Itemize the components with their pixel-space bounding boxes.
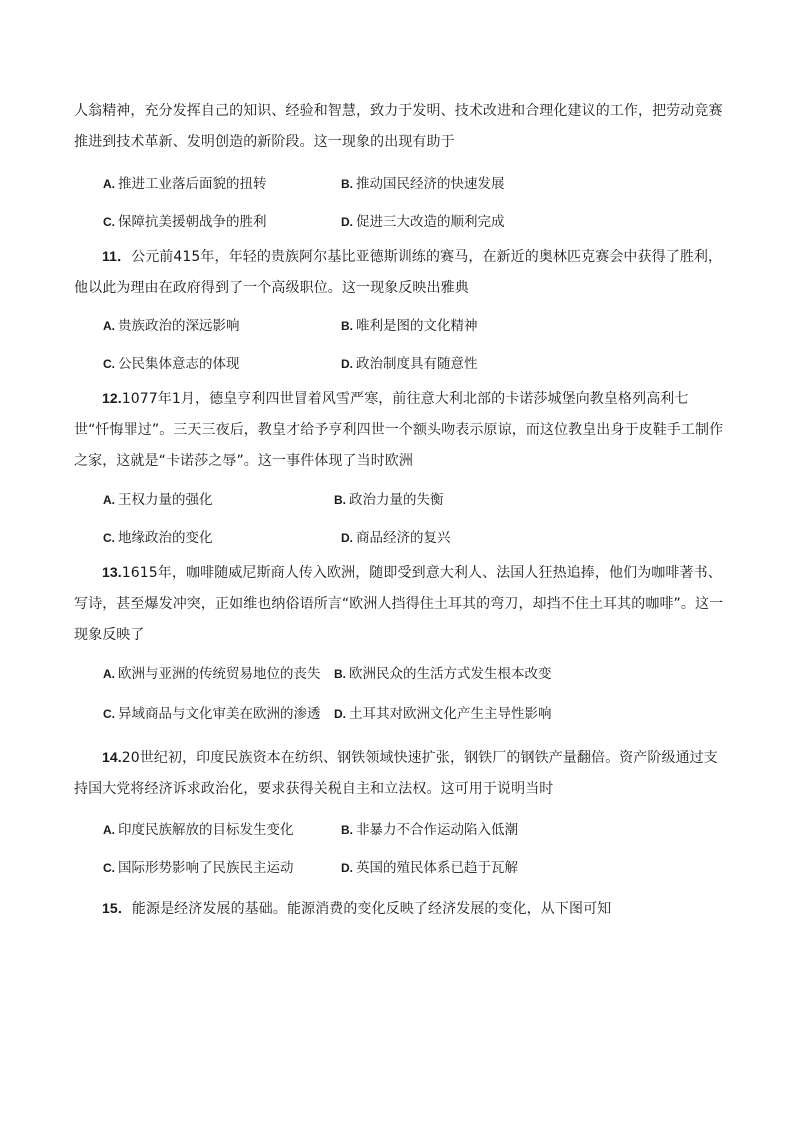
q13-option-d[interactable]: D. 土耳其对欧洲文化产生主导性影响	[334, 706, 552, 722]
q13-option-c[interactable]: C. 异域商品与文化审美在欧洲的渗透	[103, 706, 321, 722]
q10-option-d[interactable]: D. 促进三大改造的顺利完成	[341, 214, 505, 230]
q13-option-a[interactable]: A. 欧洲与亚洲的传统贸易地位的丧失	[103, 666, 321, 682]
q12-stem: 12.1077年1月，德皇亨利四世冒着风雪严寒，前往意大利北部的卡诺莎城堡向教皇格列高利七世“忏悔罪过”。三天三夜后，教皇才给予亨利四世一个额头吻表示原谅，而这位教皇出身于皮鞋手工制作之家，这就是“卡诺莎之辱”。这一事件体现了当时欧洲	[74, 390, 724, 469]
q13-option-b[interactable]: B. 欧洲民众的生活方式发生根本改变	[334, 666, 552, 682]
q10-option-b[interactable]: B. 推动国民经济的快速发展	[341, 176, 505, 192]
q12-option-d[interactable]: D. 商品经济的复兴	[341, 530, 451, 546]
q12-option-c[interactable]: C. 地缘政治的变化	[103, 530, 213, 546]
q14-stem: 14.20世纪初，印度民族资本在纺织、钢铁领域快速扩张，钢铁厂的钢铁产量翻倍。资产阶级通过支持国大党将经济诉求政治化，要求获得关税自主和立法权。这可用于说明当时	[74, 749, 718, 797]
q12-option-a[interactable]: A. 王权力量的强化	[103, 492, 213, 508]
q11-stem: 11．公元前415年，年轻的贵族阿尔基比亚德斯训练的赛马，在新近的奥林匹克赛会中获得了胜利，他以此为理由在政府得到了一个高级职位。这一现象反映出雅典	[74, 248, 723, 296]
q14-option-b[interactable]: B. 非暴力不合作运动陷入低潮	[341, 822, 518, 838]
q14-option-d[interactable]: D. 英国的殖民体系已趋于瓦解	[341, 860, 518, 876]
q11-option-c[interactable]: C. 公民集体意志的体现	[103, 356, 240, 372]
q12-option-b[interactable]: B. 政治力量的失衡	[334, 492, 444, 508]
q13-stem: 13.1615年，咖啡随威尼斯商人传入欧洲，随即受到意大利人、法国人狂热追捧，他们为咖啡著书、写诗，甚至爆发冲突，正如维也纳俗语所言“欧洲人挡得住土耳其的弯刀，却挡不住土耳其的咖啡”。这一现象反映了	[74, 564, 724, 643]
q11-option-a[interactable]: A. 贵族政治的深远影响	[103, 318, 240, 334]
q11-option-d[interactable]: D. 政治制度具有随意性	[341, 356, 478, 372]
q10-option-c[interactable]: C. 保障抗美援朝战争的胜利	[103, 214, 267, 230]
q11-option-b[interactable]: B. 唯利是图的文化精神	[341, 318, 478, 334]
q15-stem: 15．能源是经济发展的基础。能源消费的变化反映了经济发展的变化，从下图可知	[102, 900, 612, 917]
q10-option-a[interactable]: A. 推进工业落后面貌的扭转	[103, 176, 267, 192]
q14-option-a[interactable]: A. 印度民族解放的目标发生变化	[103, 822, 294, 838]
q14-option-c[interactable]: C. 国际形势影响了民族民主运动	[103, 860, 294, 876]
q10-stem-continuation: 人翁精神，充分发挥自己的知识、经验和智慧，致力于发明、技术改进和合理化建议的工作，把劳动竞赛推进到技术革新、发明创造的新阶段。这一现象的出现有助于	[74, 103, 723, 150]
